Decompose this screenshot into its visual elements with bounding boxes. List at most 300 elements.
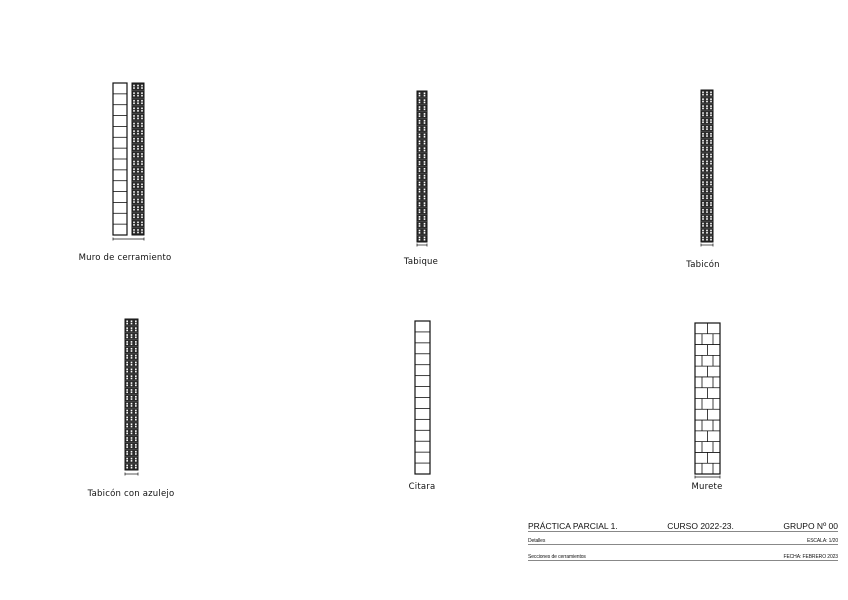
brick-hole <box>131 362 133 364</box>
brick-hole <box>424 223 426 225</box>
brick-hole <box>126 444 128 446</box>
brick-hole <box>706 204 708 206</box>
brick-hole <box>419 92 421 94</box>
brick-hole <box>710 230 712 232</box>
brick-hole <box>706 232 708 234</box>
brick-hole <box>133 168 135 170</box>
brick-hole <box>702 230 704 232</box>
escala-text: ESCALA: 1/20 <box>806 538 838 544</box>
brick-hole <box>424 198 426 200</box>
brick-hole <box>710 121 712 123</box>
brick-hole <box>135 410 137 412</box>
brick-hole <box>137 171 139 173</box>
wall-tabicon-azulejo <box>124 318 140 478</box>
brick-hole <box>126 398 128 400</box>
brick-hole <box>137 199 139 201</box>
brick-hole <box>141 214 143 216</box>
brick-hole <box>137 224 139 226</box>
brick-hole <box>419 225 421 227</box>
brick-hole <box>135 398 137 400</box>
brick-hole <box>702 133 704 135</box>
brick-hole <box>424 168 426 170</box>
brick-hole <box>131 437 133 439</box>
brick-hole <box>126 437 128 439</box>
brick-hole <box>710 112 712 114</box>
brick-hole <box>706 197 708 199</box>
brick-hole <box>131 355 133 357</box>
perforated-brick-leaf <box>701 90 713 242</box>
brick-hole <box>126 350 128 352</box>
brick-hole <box>133 87 135 89</box>
brick-hole <box>126 467 128 469</box>
brick-hole <box>141 206 143 208</box>
brick-hole <box>424 106 426 108</box>
brick-hole <box>131 364 133 366</box>
brick-hole <box>135 362 137 364</box>
dimension-tick-icon <box>695 476 720 479</box>
brick-hole <box>135 437 137 439</box>
brick-hole <box>135 453 137 455</box>
brick-hole <box>419 150 421 152</box>
brick-hole <box>135 423 137 425</box>
brick-hole <box>424 134 426 136</box>
brick-hole <box>133 100 135 102</box>
brick-hole <box>126 327 128 329</box>
brick-hole <box>424 177 426 179</box>
brick-hole <box>702 154 704 156</box>
brick-hole <box>141 87 143 89</box>
brick-hole <box>135 419 137 421</box>
brick-hole <box>126 375 128 377</box>
brick-hole <box>424 109 426 111</box>
brick-hole <box>702 98 704 100</box>
brick-hole <box>424 129 426 131</box>
brick-hole <box>419 143 421 145</box>
label-muro-cerramiento: Muro de cerramiento <box>78 253 172 263</box>
brick-hole <box>710 149 712 151</box>
brick-hole <box>126 357 128 359</box>
brick-hole <box>424 202 426 204</box>
brick-hole <box>135 460 137 462</box>
brick-hole <box>710 204 712 206</box>
brick-hole <box>126 348 128 350</box>
brick-hole <box>131 460 133 462</box>
brick-hole <box>424 216 426 218</box>
brick-hole <box>419 177 421 179</box>
brick-hole <box>702 225 704 227</box>
brick-hole <box>131 323 133 325</box>
section-tabicon <box>700 89 714 249</box>
brick-hole <box>702 184 704 186</box>
brick-hole <box>135 426 137 428</box>
brick-hole <box>131 378 133 380</box>
brick-hole <box>706 115 708 117</box>
brick-hole <box>126 341 128 343</box>
brick-hole <box>135 341 137 343</box>
brick-hole <box>137 130 139 132</box>
section-tabique <box>416 90 428 250</box>
hollow-brick-leaf <box>415 321 430 474</box>
brick-hole <box>133 118 135 120</box>
brick-hole <box>706 154 708 156</box>
brick-hole <box>131 350 133 352</box>
brick-hole <box>126 410 128 412</box>
brick-hole <box>137 163 139 165</box>
brick-hole <box>702 92 704 94</box>
practica-title: PRÁCTICA PARCIAL 1. <box>528 521 618 531</box>
brick-hole <box>135 337 137 339</box>
brick-hole <box>424 154 426 156</box>
brick-hole <box>135 458 137 460</box>
brick-hole <box>141 146 143 148</box>
brick-hole <box>141 176 143 178</box>
brick-hole <box>131 410 133 412</box>
brick-hole <box>710 202 712 204</box>
brick-hole <box>419 182 421 184</box>
brick-hole <box>702 223 704 225</box>
brick-hole <box>135 320 137 322</box>
brick-hole <box>141 123 143 125</box>
brick-hole <box>702 128 704 130</box>
brick-hole <box>710 237 712 239</box>
brick-hole <box>424 232 426 234</box>
brick-hole <box>702 204 704 206</box>
section-muro-cerramiento <box>112 82 148 242</box>
brick-hole <box>126 334 128 336</box>
brick-hole <box>131 426 133 428</box>
brick-hole <box>424 205 426 207</box>
brick-hole <box>424 163 426 165</box>
wall-murete <box>694 322 722 482</box>
brick-hole <box>706 133 708 135</box>
brick-hole <box>126 453 128 455</box>
brick-hole <box>419 129 421 131</box>
brick-hole <box>141 229 143 231</box>
brick-hole <box>137 133 139 135</box>
brick-hole <box>131 343 133 345</box>
dimension-tick-icon <box>701 244 713 247</box>
brick-hole <box>710 161 712 163</box>
brick-hole <box>131 371 133 373</box>
brick-hole <box>126 446 128 448</box>
brick-hole <box>702 168 704 170</box>
brick-hole <box>126 396 128 398</box>
brick-hole <box>133 140 135 142</box>
brick-hole <box>419 175 421 177</box>
brick-hole <box>706 119 708 121</box>
grupo-text: GRUPO Nº 00 <box>783 521 838 531</box>
brick-hole <box>131 446 133 448</box>
brick-hole <box>135 467 137 469</box>
brick-hole <box>135 375 137 377</box>
brick-hole <box>126 439 128 441</box>
brick-hole <box>419 209 421 211</box>
brick-hole <box>137 108 139 110</box>
brick-hole <box>141 232 143 234</box>
brick-hole <box>126 430 128 432</box>
brick-hole <box>710 181 712 183</box>
brick-hole <box>706 170 708 172</box>
brick-hole <box>706 135 708 137</box>
brick-hole <box>702 237 704 239</box>
brick-hole <box>710 225 712 227</box>
brick-hole <box>419 205 421 207</box>
brick-hole <box>137 92 139 94</box>
brick-hole <box>419 223 421 225</box>
brick-hole <box>133 191 135 193</box>
brick-hole <box>141 148 143 150</box>
brick-bond-pattern <box>695 323 720 474</box>
brick-hole <box>706 184 708 186</box>
brick-hole <box>702 121 704 123</box>
brick-hole <box>141 224 143 226</box>
secciones-row <box>528 550 838 561</box>
brick-hole <box>702 239 704 241</box>
wall-muro-cerramiento <box>112 82 148 242</box>
brick-hole <box>702 174 704 176</box>
brick-hole <box>126 417 128 419</box>
brick-hole <box>141 191 143 193</box>
brick-hole <box>133 171 135 173</box>
brick-hole <box>419 109 421 111</box>
brick-hole <box>133 148 135 150</box>
brick-hole <box>710 239 712 241</box>
brick-hole <box>424 170 426 172</box>
brick-hole <box>419 184 421 186</box>
brick-hole <box>710 115 712 117</box>
section-murete <box>694 322 722 482</box>
brick-hole <box>424 127 426 129</box>
curso-text: CURSO 2022-23. <box>667 521 734 531</box>
brick-hole <box>702 108 704 110</box>
brick-hole <box>141 153 143 155</box>
brick-hole <box>137 156 139 158</box>
brick-hole <box>710 211 712 213</box>
brick-hole <box>706 237 708 239</box>
brick-hole <box>133 146 135 148</box>
brick-hole <box>131 327 133 329</box>
brick-hole <box>710 184 712 186</box>
hollow-brick-leaf <box>113 83 127 235</box>
brick-hole <box>135 412 137 414</box>
brick-hole <box>126 371 128 373</box>
title-row <box>528 516 838 532</box>
brick-hole <box>702 216 704 218</box>
brick-hole <box>702 197 704 199</box>
brick-hole <box>126 369 128 371</box>
brick-hole <box>133 138 135 140</box>
brick-hole <box>135 451 137 453</box>
brick-hole <box>135 391 137 393</box>
brick-hole <box>137 194 139 196</box>
dimension-tick-icon <box>125 473 138 476</box>
brick-hole <box>133 201 135 203</box>
brick-hole <box>702 195 704 197</box>
brick-hole <box>141 140 143 142</box>
brick-hole <box>710 163 712 165</box>
brick-hole <box>126 405 128 407</box>
brick-hole <box>424 195 426 197</box>
brick-hole <box>710 209 712 211</box>
brick-hole <box>419 163 421 165</box>
brick-hole <box>706 147 708 149</box>
brick-hole <box>126 389 128 391</box>
brick-hole <box>419 134 421 136</box>
brick-hole <box>702 191 704 193</box>
brick-hole <box>133 92 135 94</box>
brick-hole <box>141 100 143 102</box>
brick-hole <box>702 115 704 117</box>
brick-hole <box>131 419 133 421</box>
brick-hole <box>702 135 704 137</box>
brick-hole <box>710 232 712 234</box>
brick-hole <box>710 197 712 199</box>
brick-hole <box>126 382 128 384</box>
brick-hole <box>710 140 712 142</box>
brick-hole <box>706 94 708 96</box>
brick-hole <box>702 101 704 103</box>
brick-hole <box>135 465 137 467</box>
brick-hole <box>710 174 712 176</box>
brick-hole <box>135 357 137 359</box>
brick-hole <box>706 230 708 232</box>
brick-hole <box>131 337 133 339</box>
brick-hole <box>131 433 133 435</box>
brick-hole <box>131 444 133 446</box>
brick-hole <box>419 154 421 156</box>
brick-hole <box>137 178 139 180</box>
brick-hole <box>141 201 143 203</box>
brick-hole <box>702 211 704 213</box>
label-tabicon-azulejo: Tabicón con azulejo <box>87 489 175 499</box>
perforated-brick-leaf <box>125 319 138 470</box>
title-block <box>528 516 838 566</box>
brick-hole <box>710 92 712 94</box>
wall-tabique <box>416 90 428 250</box>
brick-hole <box>710 168 712 170</box>
brick-hole <box>702 142 704 144</box>
brick-hole <box>135 382 137 384</box>
brick-hole <box>141 85 143 87</box>
brick-hole <box>419 168 421 170</box>
brick-hole <box>424 141 426 143</box>
brick-hole <box>135 433 137 435</box>
brick-hole <box>133 232 135 234</box>
fecha-text: FECHA: FEBRERO 2023 <box>783 554 838 560</box>
brick-hole <box>135 355 137 357</box>
brick-hole <box>131 453 133 455</box>
brick-hole <box>126 423 128 425</box>
brick-hole <box>702 161 704 163</box>
brick-hole <box>131 391 133 393</box>
brick-hole <box>419 232 421 234</box>
brick-hole <box>141 108 143 110</box>
brick-hole <box>126 419 128 421</box>
brick-hole <box>133 216 135 218</box>
brick-hole <box>141 130 143 132</box>
section-citara <box>414 320 432 480</box>
brick-hole <box>706 98 708 100</box>
brick-hole <box>141 125 143 127</box>
brick-hole <box>141 92 143 94</box>
brick-hole <box>137 214 139 216</box>
brick-hole <box>131 334 133 336</box>
brick-hole <box>419 230 421 232</box>
brick-hole <box>710 216 712 218</box>
brick-hole <box>126 460 128 462</box>
brick-hole <box>706 174 708 176</box>
brick-hole <box>706 202 708 204</box>
brick-hole <box>710 142 712 144</box>
brick-hole <box>419 191 421 193</box>
brick-hole <box>706 105 708 107</box>
brick-hole <box>135 350 137 352</box>
brick-hole <box>135 323 137 325</box>
brick-hole <box>706 149 708 151</box>
brick-hole <box>133 95 135 97</box>
brick-hole <box>137 168 139 170</box>
brick-hole <box>126 458 128 460</box>
brick-hole <box>135 389 137 391</box>
brick-hole <box>126 385 128 387</box>
brick-hole <box>133 153 135 155</box>
brick-hole <box>131 467 133 469</box>
brick-hole <box>126 323 128 325</box>
brick-hole <box>141 102 143 104</box>
brick-hole <box>135 364 137 366</box>
detalles-text: Detalles <box>528 538 546 544</box>
brick-hole <box>702 140 704 142</box>
brick-hole <box>706 161 708 163</box>
brick-hole <box>141 138 143 140</box>
label-citara: Citara <box>408 482 436 492</box>
brick-hole <box>137 118 139 120</box>
brick-hole <box>424 182 426 184</box>
brick-hole <box>137 115 139 117</box>
brick-hole <box>419 136 421 138</box>
brick-hole <box>702 147 704 149</box>
brick-hole <box>710 94 712 96</box>
brick-hole <box>702 170 704 172</box>
brick-hole <box>710 154 712 156</box>
brick-hole <box>133 209 135 211</box>
secciones-text: Secciones de cerramientos <box>528 554 586 560</box>
brick-hole <box>424 211 426 213</box>
brick-hole <box>133 176 135 178</box>
brick-hole <box>424 143 426 145</box>
brick-hole <box>706 181 708 183</box>
brick-hole <box>141 178 143 180</box>
brick-hole <box>131 405 133 407</box>
brick-hole <box>137 216 139 218</box>
brick-hole <box>126 337 128 339</box>
brick-hole <box>137 209 139 211</box>
brick-hole <box>137 87 139 89</box>
brick-hole <box>131 430 133 432</box>
brick-hole <box>135 385 137 387</box>
brick-hole <box>424 120 426 122</box>
brick-hole <box>419 157 421 159</box>
brick-hole <box>419 122 421 124</box>
brick-hole <box>137 146 139 148</box>
brick-hole <box>706 191 708 193</box>
brick-hole <box>126 330 128 332</box>
brick-hole <box>706 121 708 123</box>
brick-hole <box>424 225 426 227</box>
brick-hole <box>419 161 421 163</box>
brick-hole <box>133 229 135 231</box>
brick-hole <box>133 184 135 186</box>
